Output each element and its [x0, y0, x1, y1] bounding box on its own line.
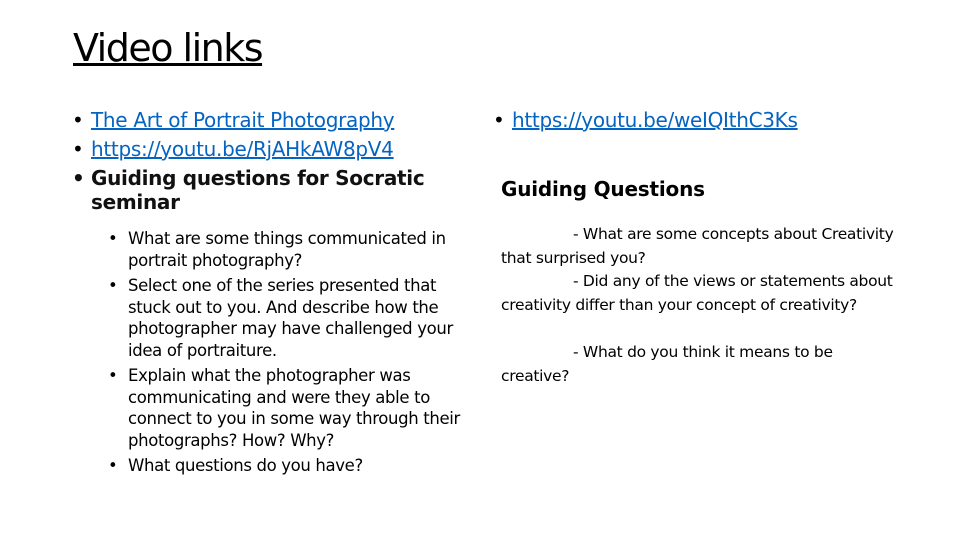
guiding-questions-list: [72, 228, 472, 477]
right-column: [493, 108, 933, 388]
bullet-guiding-questions: • Guiding questions for Socratic seminar: [72, 166, 472, 214]
question-2-line-2: creativity differ than your concept of creativity?: [501, 295, 857, 314]
video-url-link[interactable]: https://youtu.be/RjAHkAW8pV4: [91, 137, 394, 161]
question-3-line-1: - What do you think it means to be: [573, 343, 833, 361]
question-2-line-1: - Did any of the views or statements about: [573, 272, 893, 290]
bullet-second-video[interactable]: [493, 108, 933, 132]
bullet-video-title[interactable]: [72, 108, 472, 132]
list-item: • What questions do you have?: [108, 455, 472, 477]
list-item: • What are some things communicated in portrait photography?: [108, 228, 472, 271]
guiding-questions-heading: Guiding Questions: [501, 177, 705, 201]
video-title-link[interactable]: The Art of Portrait Photography: [91, 108, 395, 132]
question-1-line-2: that surprised you?: [501, 248, 646, 267]
second-video-link[interactable]: https://youtu.be/weIQIthC3Ks: [512, 108, 798, 132]
slide-title: Video links: [73, 26, 263, 70]
left-column: [72, 108, 472, 477]
guiding-questions-text: [493, 223, 931, 388]
question-1-line-1: - What are some concepts about Creativity: [573, 225, 894, 243]
question-3-line-2: creative?: [501, 366, 570, 385]
list-item: • Select one of the series presented that stuck out to you. And describe how the photographer may have challenged your idea of portraiture.: [108, 275, 472, 361]
bullet-video-url[interactable]: [72, 137, 472, 161]
list-item: • Explain what the photographer was communicating and were they able to connect to you in some way through their photographs? How? Why?: [108, 365, 472, 451]
